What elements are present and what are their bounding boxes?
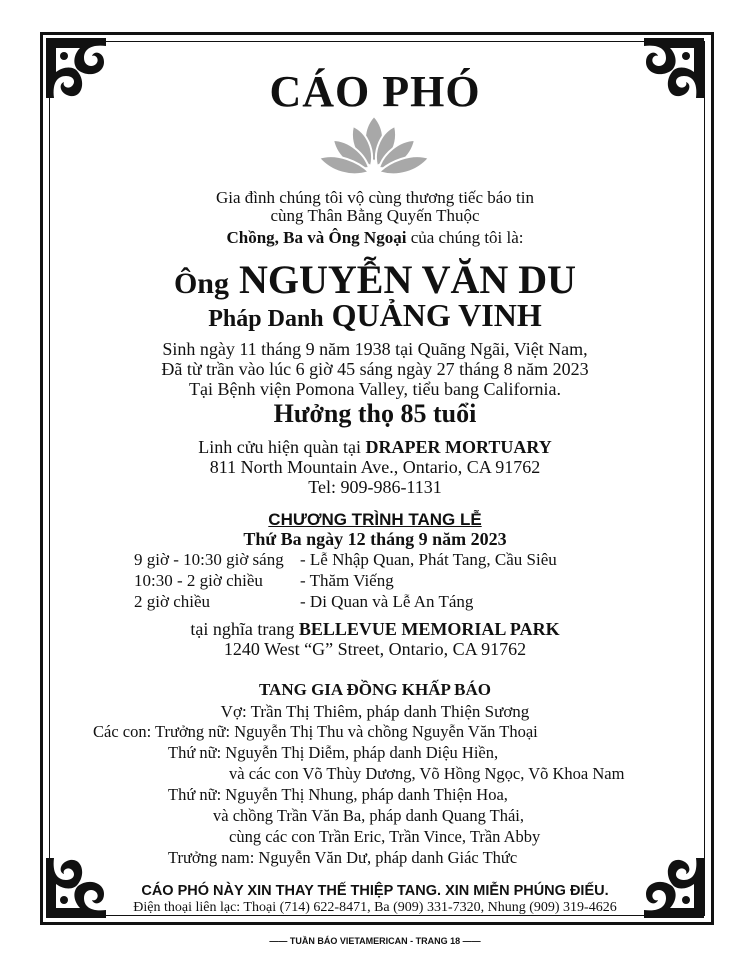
dharma-name: QUẢNG VINH — [331, 297, 542, 333]
cemetery-address: 1240 West “G” Street, Ontario, CA 91762 — [223, 639, 527, 659]
family-line: Thứ nữ: Nguyễn Thị Diễm, pháp danh Diệu Hiền, — [168, 743, 499, 762]
cemetery-line — [0, 619, 750, 639]
intro-line-1: Gia đình chúng tôi vộ cùng thương tiếc báo tin — [215, 188, 534, 207]
footer-notice: CÁO PHÓ NÀY XIN THAY THẾ THIỆP TANG. XIN MIỄN PHÚNG ĐIẾU. — [141, 883, 609, 899]
intro-line-2: cùng Thân Bằng Quyến Thuộc — [270, 206, 480, 225]
schedule-event-3: - Di Quan và Lễ An Táng — [300, 592, 474, 611]
intro-line-3 — [0, 228, 750, 248]
intro-relation: Chồng, Ba và Ông Ngoại — [226, 228, 407, 247]
mortuary-line — [0, 437, 750, 457]
family-line: và các con Võ Thùy Dương, Võ Hồng Ngọc, Võ Khoa Nam — [229, 764, 625, 783]
family-line: Các con: Trưởng nữ: Nguyễn Thị Thu và chồng Nguyễn Văn Thoại — [93, 722, 538, 741]
program-title: CHƯƠNG TRÌNH TANG LỄ — [268, 510, 482, 529]
footer-contact: Điện thoại liên lạc: Thoại (714) 622-8471, Ba (909) 331-7320, Nhung (909) 319-4626 — [133, 900, 617, 915]
family-line: Thứ nữ: Nguyễn Thị Nhung, pháp danh Thiện Hoa, — [168, 785, 508, 804]
cemetery-prefix: tại nghĩa trang — [190, 619, 299, 639]
age-line: Hưởng thọ 85 tuổi — [273, 399, 477, 428]
page-credit: —— TUẦN BÁO VIETAMERICAN - TRANG 18 —— — [269, 936, 481, 946]
family-title: TANG GIA ĐỒNG KHẤP BÁO — [258, 680, 492, 699]
name-prefix: Ông — [173, 267, 229, 300]
deceased-name: NGUYỄN VĂN DU — [238, 257, 577, 302]
birth-line: Sinh ngày 11 tháng 9 năm 1938 tại Quãng Ngãi, Việt Nam, — [162, 339, 588, 359]
dharma-prefix: Pháp Danh — [208, 306, 324, 332]
schedule-time-2: 10:30 - 2 giờ chiều — [134, 571, 263, 590]
schedule-event-1: - Lễ Nhập Quan, Phát Tang, Cầu Siêu — [300, 550, 557, 569]
schedule-event-2: - Thăm Viếng — [300, 571, 394, 590]
family-line: Trưởng nam: Nguyễn Văn Dư, pháp danh Giác Thức — [168, 848, 518, 867]
dharma-name-line — [0, 296, 750, 338]
schedule-time-3: 2 giờ chiều — [134, 592, 211, 611]
cemetery-name: BELLEVUE MEMORIAL PARK — [298, 619, 560, 639]
page-title: CÁO PHÓ — [269, 67, 481, 116]
mortuary-tel: Tel: 909-986-1131 — [308, 477, 442, 497]
mortuary-prefix: Linh cửu hiện quàn tại — [198, 437, 366, 457]
death-line: Đã từ trần vào lúc 6 giờ 45 sáng ngày 27 tháng 8 năm 2023 — [161, 359, 589, 379]
program-date: Thứ Ba ngày 12 tháng 9 năm 2023 — [243, 529, 507, 549]
family-line: Vợ: Trần Thị Thiêm, pháp danh Thiện Sương — [220, 702, 530, 721]
intro-relation-rest: của chúng tôi là: — [406, 228, 524, 247]
death-place-line: Tại Bệnh viện Pomona Valley, tiểu bang California. — [189, 379, 561, 399]
mortuary-name: DRAPER MORTUARY — [365, 437, 552, 457]
lotus-icon — [313, 112, 435, 180]
family-line: và chồng Trần Văn Ba, pháp danh Quang Thái, — [213, 806, 525, 825]
schedule-time-1: 9 giờ - 10:30 giờ sáng — [134, 550, 284, 569]
mortuary-address: 811 North Mountain Ave., Ontario, CA 91762 — [209, 457, 541, 477]
family-line: cùng các con Trần Eric, Trần Vince, Trần Abby — [229, 827, 541, 846]
